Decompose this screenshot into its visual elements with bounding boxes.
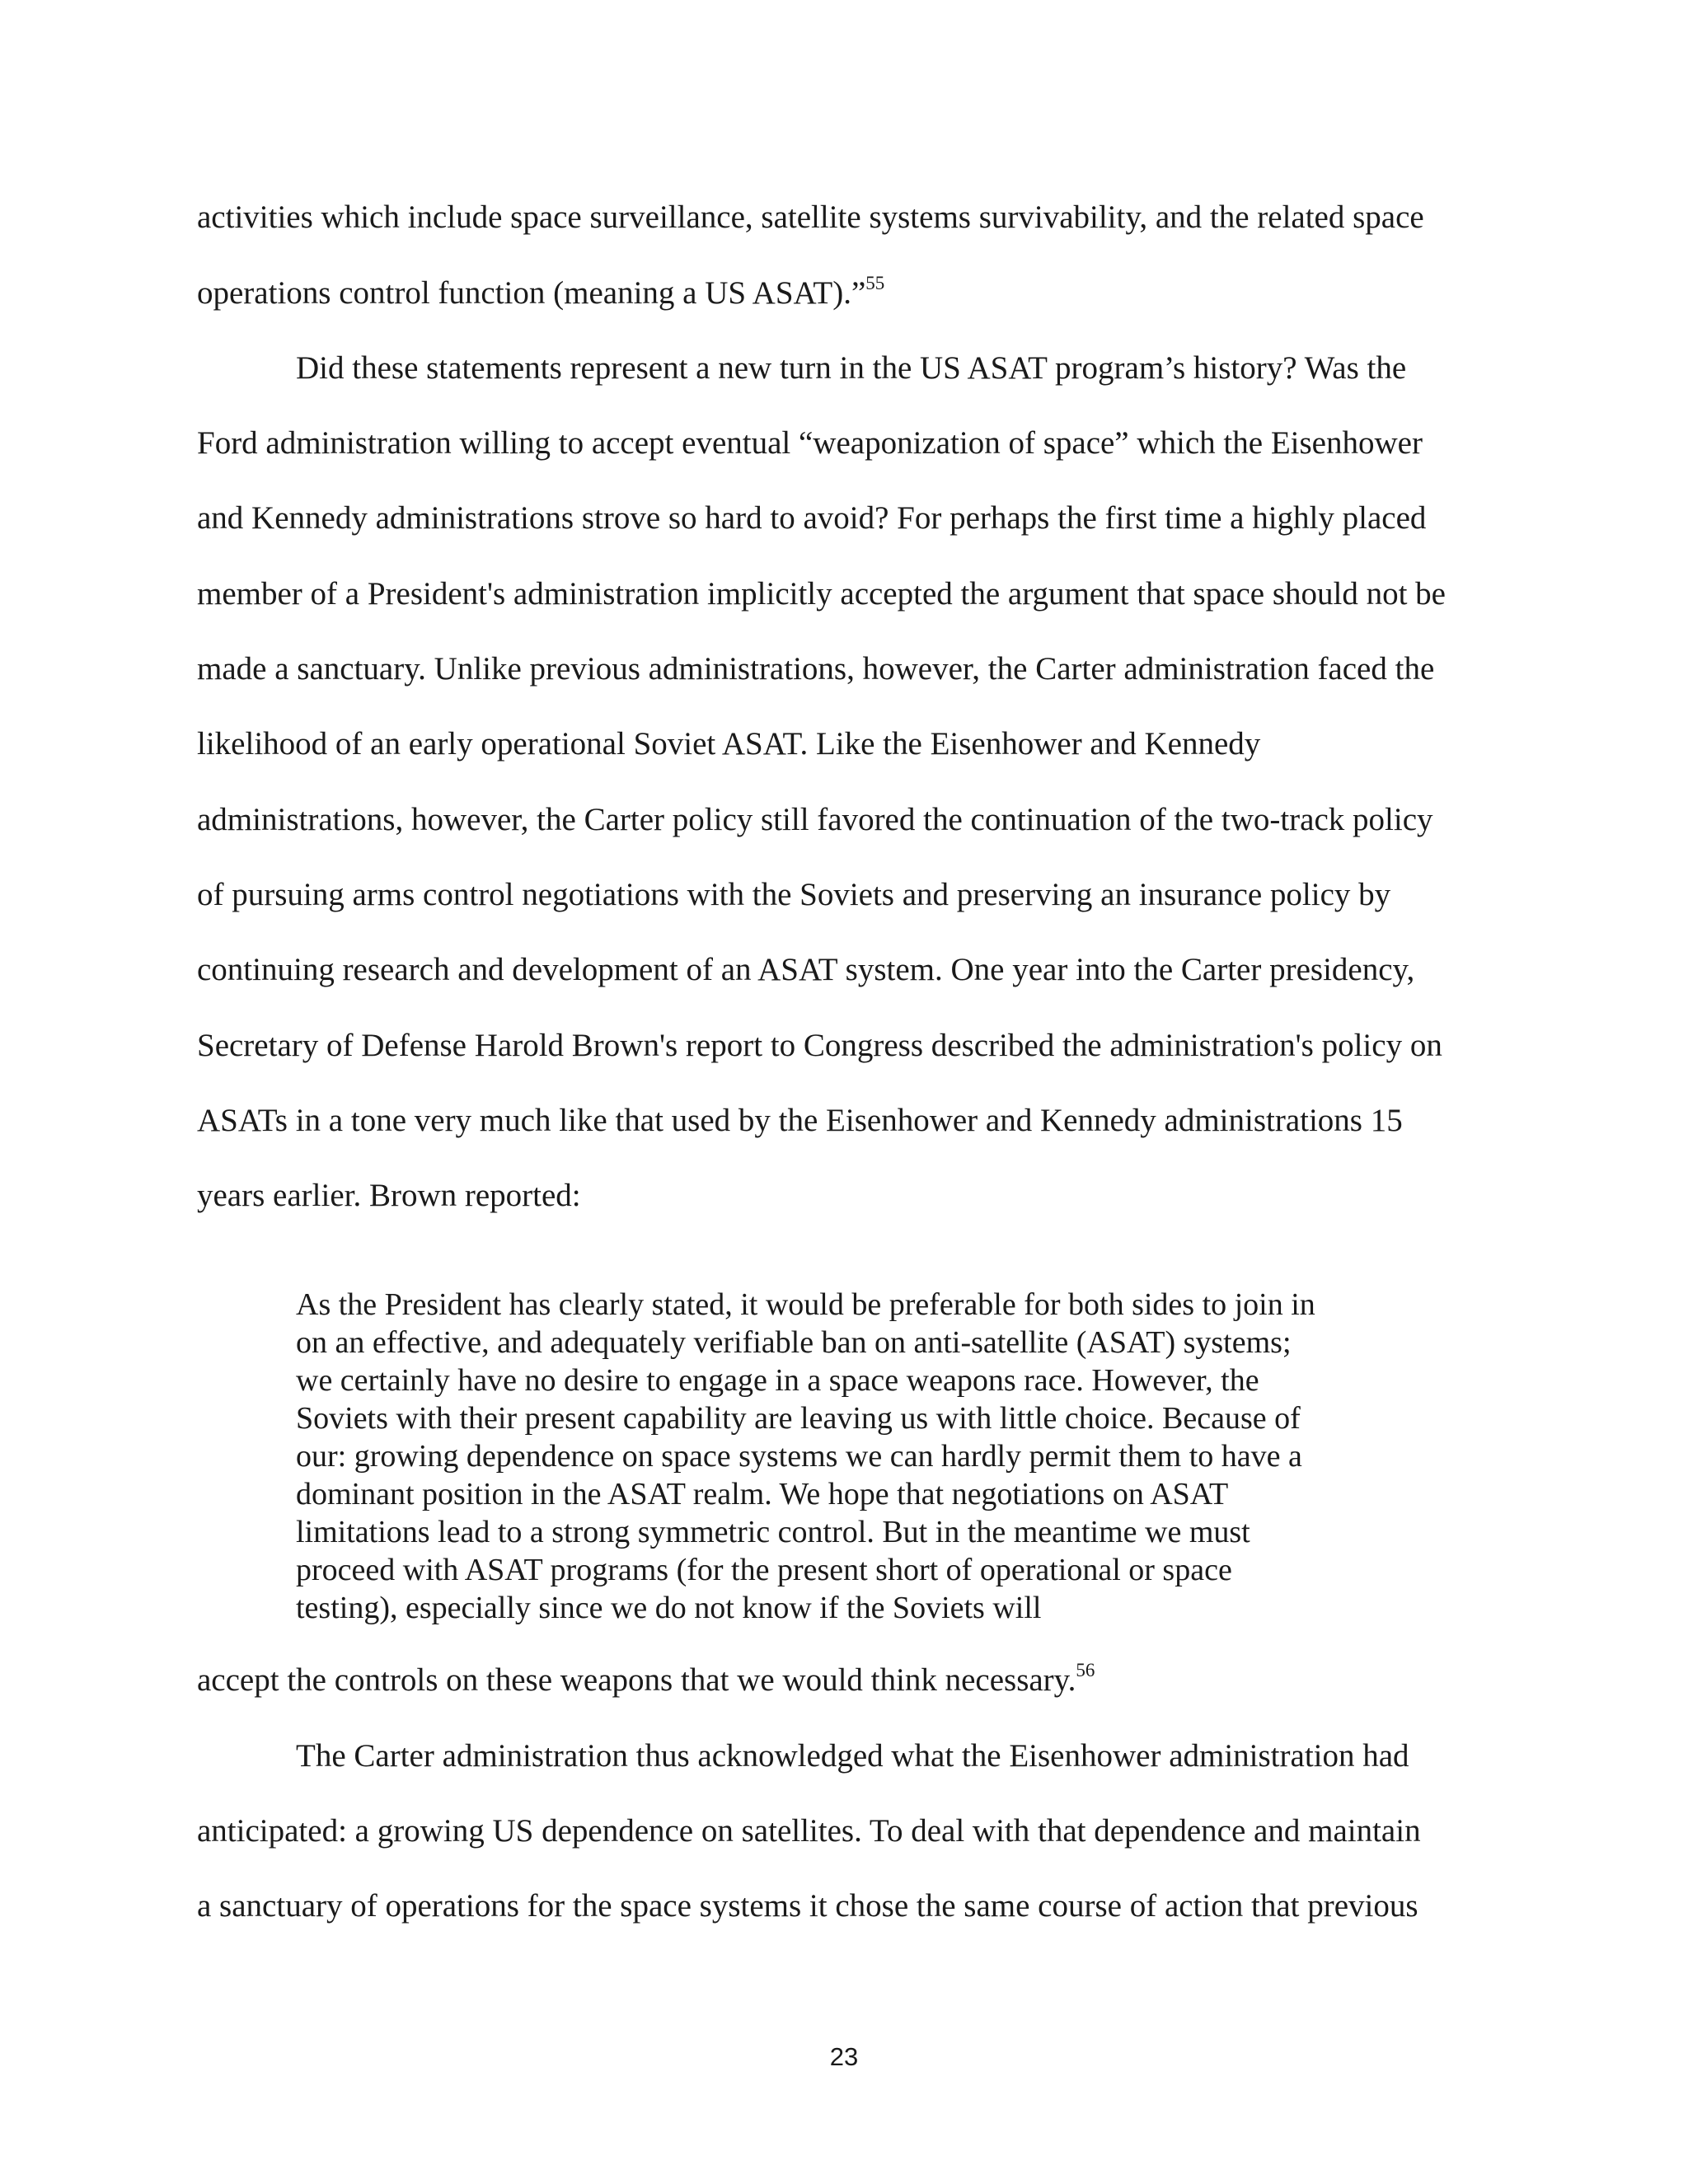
quote-line: we certainly have no desire to engage in a space weapons race. However, the [296, 1363, 1259, 1398]
body-text-line: Ford administration willing to accept eventual “weaponization of space” which the Eisenhower [197, 425, 1423, 461]
body-text-line: a sanctuary of operations for the space systems it chose the same course of action that previous [197, 1888, 1418, 1924]
quote-line: dominant position in the ASAT realm. We hope that negotiations on ASAT [296, 1477, 1229, 1511]
quote-line: our: growing dependence on space systems we can hardly permit them to have a [296, 1439, 1302, 1474]
body-text-line: likelihood of an early operational Soviet ASAT. Like the Eisenhower and Kennedy [197, 726, 1261, 762]
quote-line: testing), especially since we do not know if the Soviets will [296, 1591, 1042, 1625]
body-text-line: ASATs in a tone very much like that used by the Eisenhower and Kennedy administrations 15 [197, 1103, 1403, 1138]
quote-line: limitations lead to a strong symmetric control. But in the meantime we must [296, 1515, 1250, 1549]
footnote-reference: 56 [1076, 1660, 1095, 1680]
body-text-line: activities which include space surveillance, satellite systems survivability, and the related space [197, 199, 1424, 235]
body-text-segment: operations control function (meaning a US ASAT).” [197, 275, 866, 311]
body-text-line: member of a President's administration implicitly accepted the argument that space should not be [197, 576, 1446, 612]
quote-continuation-line [197, 1661, 1095, 1700]
body-text-line: anticipated: a growing US dependence on satellites. To deal with that dependence and maintain [197, 1813, 1421, 1849]
body-text-line: The Carter administration thus acknowledged what the Eisenhower administration had [296, 1738, 1409, 1774]
body-text-line: Secretary of Defense Harold Brown's report to Congress described the administration's policy on [197, 1028, 1442, 1063]
body-text-line: of pursuing arms control negotiations with the Soviets and preserving an insurance policy by [197, 877, 1391, 912]
footnote-reference: 55 [865, 273, 885, 293]
body-text-line: made a sanctuary. Unlike previous administrations, however, the Carter administration faced the [197, 651, 1435, 687]
quote-line: proceed with ASAT programs (for the present short of operational or space [296, 1553, 1232, 1587]
quote-line: Soviets with their present capability are leaving us with little choice. Because of [296, 1401, 1301, 1436]
body-text-line: years earlier. Brown reported: [197, 1178, 581, 1213]
body-text-line: and Kennedy administrations strove so hard to avoid? For perhaps the first time a highly placed [197, 500, 1427, 536]
page-number: 23 [829, 2042, 859, 2071]
body-text-line: continuing research and development of an ASAT system. One year into the Carter presidency, [197, 952, 1415, 987]
body-text-segment: accept the controls on these weapons that we would think necessary. [197, 1662, 1076, 1698]
body-text-line-with-footnote [197, 274, 884, 313]
quote-line: on an effective, and adequately verifiable ban on anti-satellite (ASAT) systems; [296, 1325, 1292, 1360]
quote-line: As the President has clearly stated, it would be preferable for both sides to join in [296, 1287, 1315, 1322]
body-text-line: Did these statements represent a new turn in the US ASAT program’s history? Was the [296, 350, 1407, 386]
body-text-line: administrations, however, the Carter policy still favored the continuation of the two-track policy [197, 802, 1433, 837]
